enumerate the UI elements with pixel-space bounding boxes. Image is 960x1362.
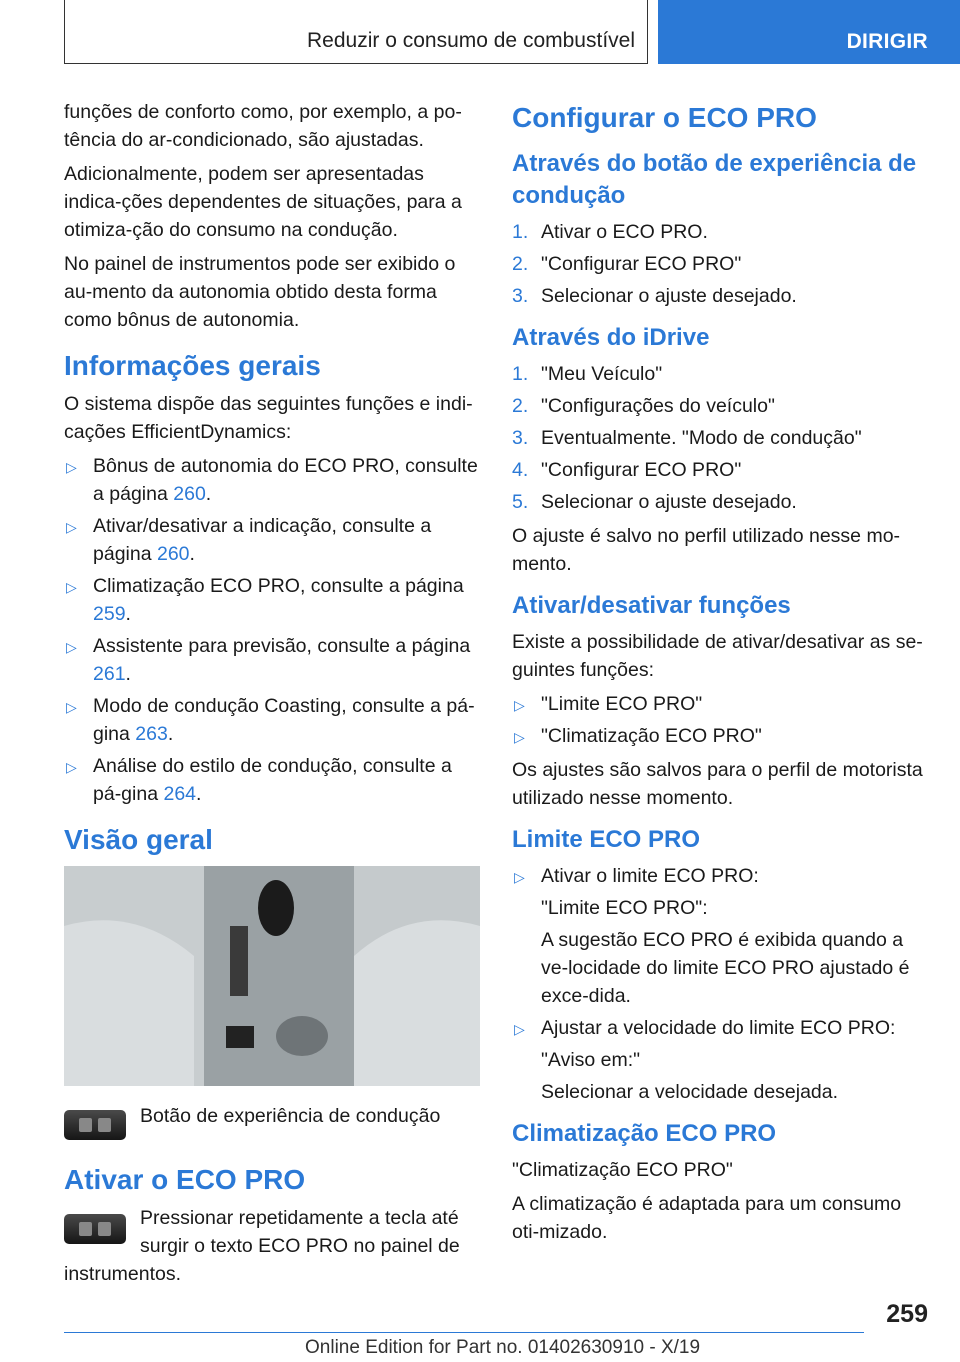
footer-edition: Online Edition for Part no. 01402630910 - X/19 (305, 1337, 701, 1358)
paragraph: O sistema dispõe das seguintes funções e indi-cações EfficientDynamics: (64, 393, 473, 443)
header-box (64, 0, 648, 64)
bullet-triangle-icon: ▷ (66, 519, 77, 535)
list-item: ▷ Bônus de autonomia do ECO PRO, consulte a página 260. (66, 455, 478, 505)
caption-text: Botão de experiência de condução (140, 1105, 441, 1127)
page-number: 259 (886, 1300, 928, 1328)
paragraph: "Climatização ECO PRO" (512, 1159, 733, 1181)
feature-list (64, 452, 482, 808)
page-link[interactable]: 259 (93, 603, 126, 625)
activate-paragraph (64, 1204, 482, 1288)
list-item: 4. "Configurar ECO PRO" (512, 459, 742, 481)
heading-activate-eco-pro: Ativar o ECO PRO (64, 1164, 306, 1195)
list-item: ▷ Modo de condução Coasting, consulte a pá-gina 263. (66, 695, 475, 745)
list-item: ▷ Ajustar a velocidade do limite ECO PRO: "Aviso em:" Selecionar a velocidade desejada. (514, 1017, 896, 1103)
paragraph: Adicionalmente, podem ser apresentadas indica-ções dependentes de situações, para a otimiza-ção do consumo na condução. (64, 163, 462, 241)
heading-via-idrive: Através do iDrive (512, 324, 710, 351)
bullet-triangle-icon: ▷ (66, 459, 77, 475)
paragraph: Os ajustes são salvos para o perfil de motorista utilizado nesse momento. (512, 759, 923, 809)
paragraph: funções de conforto como, por exemplo, a po-tência do ar-condicionado, são ajustadas. (64, 101, 462, 151)
bullet-triangle-icon: ▷ (66, 699, 77, 715)
heading-general-info: Informações gerais (64, 350, 321, 381)
toggle-list (512, 690, 928, 750)
heading-via-button: Através do botão de experiência de condução (512, 150, 917, 209)
list-item: 3. Selecionar o ajuste desejado. (512, 285, 797, 307)
list-item: 1. Ativar o ECO PRO. (512, 221, 708, 243)
bullet-triangle-icon: ▷ (514, 729, 525, 745)
list-item: ▷ Ativar/desativar a indicação, consulte a página 260. (66, 515, 432, 565)
figure-caption (64, 1102, 482, 1140)
drive-mode-button-icon (64, 1110, 126, 1140)
paragraph: A climatização é adaptada para um consumo oti-mizado. (512, 1193, 902, 1243)
page-link[interactable]: 260 (173, 483, 206, 505)
page-link[interactable]: 261 (93, 663, 126, 685)
limit-list (512, 862, 928, 1106)
section-tab[interactable] (658, 0, 960, 64)
list-item: ▷ Climatização ECO PRO, consulte a página 259. (66, 575, 464, 625)
section-tab-label: DIRIGIR (846, 30, 928, 53)
heading-limit: Limite ECO PRO (512, 826, 701, 853)
steps-button (512, 218, 928, 310)
list-item: ▷ Assistente para previsão, consulte a página 261. (66, 635, 471, 685)
right-column (512, 98, 928, 1252)
page-link[interactable]: 263 (135, 723, 168, 745)
paragraph: Existe a possibilidade de ativar/desativar as se-guintes funções: (512, 631, 923, 681)
bullet-triangle-icon: ▷ (66, 579, 77, 595)
steps-idrive (512, 360, 928, 516)
list-item: 2. "Configurar ECO PRO" (512, 253, 742, 275)
bullet-triangle-icon: ▷ (66, 759, 77, 775)
list-item: 2. "Configurações do veículo" (512, 395, 775, 417)
paragraph: Pressionar repetidamente a tecla até surgir o texto ECO PRO no painel de instrumentos. (64, 1207, 460, 1285)
heading-overview: Visão geral (64, 824, 213, 855)
heading-toggle-functions: Ativar/desativar funções (512, 592, 791, 619)
paragraph: No painel de instrumentos pode ser exibido o au-mento da autonomia obtido desta forma como bônus de autonomia. (64, 253, 456, 331)
drive-mode-button-icon (64, 1214, 126, 1244)
list-item: ▷ Ativar o limite ECO PRO: "Limite ECO PRO": A sugestão ECO PRO é exibida quando a ve-locidade do limite ECO PRO ajustado é exce-dida. (514, 865, 910, 1007)
heading-configure-eco-pro: Configurar o ECO PRO (512, 102, 817, 133)
bullet-triangle-icon: ▷ (514, 869, 525, 885)
center-console-photo (64, 866, 480, 1086)
left-column (64, 98, 482, 1294)
header-title: Reduzir o consumo de combustível (307, 29, 635, 52)
list-item: ▷ Análise do estilo de condução, consulte a pá-gina 264. (66, 755, 452, 805)
heading-climate: Climatização ECO PRO (512, 1120, 777, 1147)
bullet-triangle-icon: ▷ (514, 1021, 525, 1037)
page-link[interactable]: 264 (163, 783, 197, 805)
list-item: ▷ "Climatização ECO PRO" (512, 722, 928, 750)
page-link[interactable]: 260 (156, 543, 190, 565)
list-item: 5. Selecionar o ajuste desejado. (512, 491, 797, 513)
footer-divider (64, 1332, 864, 1333)
list-item: 3. Eventualmente. "Modo de condução" (512, 427, 862, 449)
bullet-triangle-icon: ▷ (66, 639, 77, 655)
paragraph: O ajuste é salvo no perfil utilizado nesse mo-mento. (512, 525, 901, 575)
list-item: ▷ "Limite ECO PRO" (512, 690, 928, 718)
list-item: 1. "Meu Veículo" (512, 363, 663, 385)
bullet-triangle-icon: ▷ (514, 697, 525, 713)
